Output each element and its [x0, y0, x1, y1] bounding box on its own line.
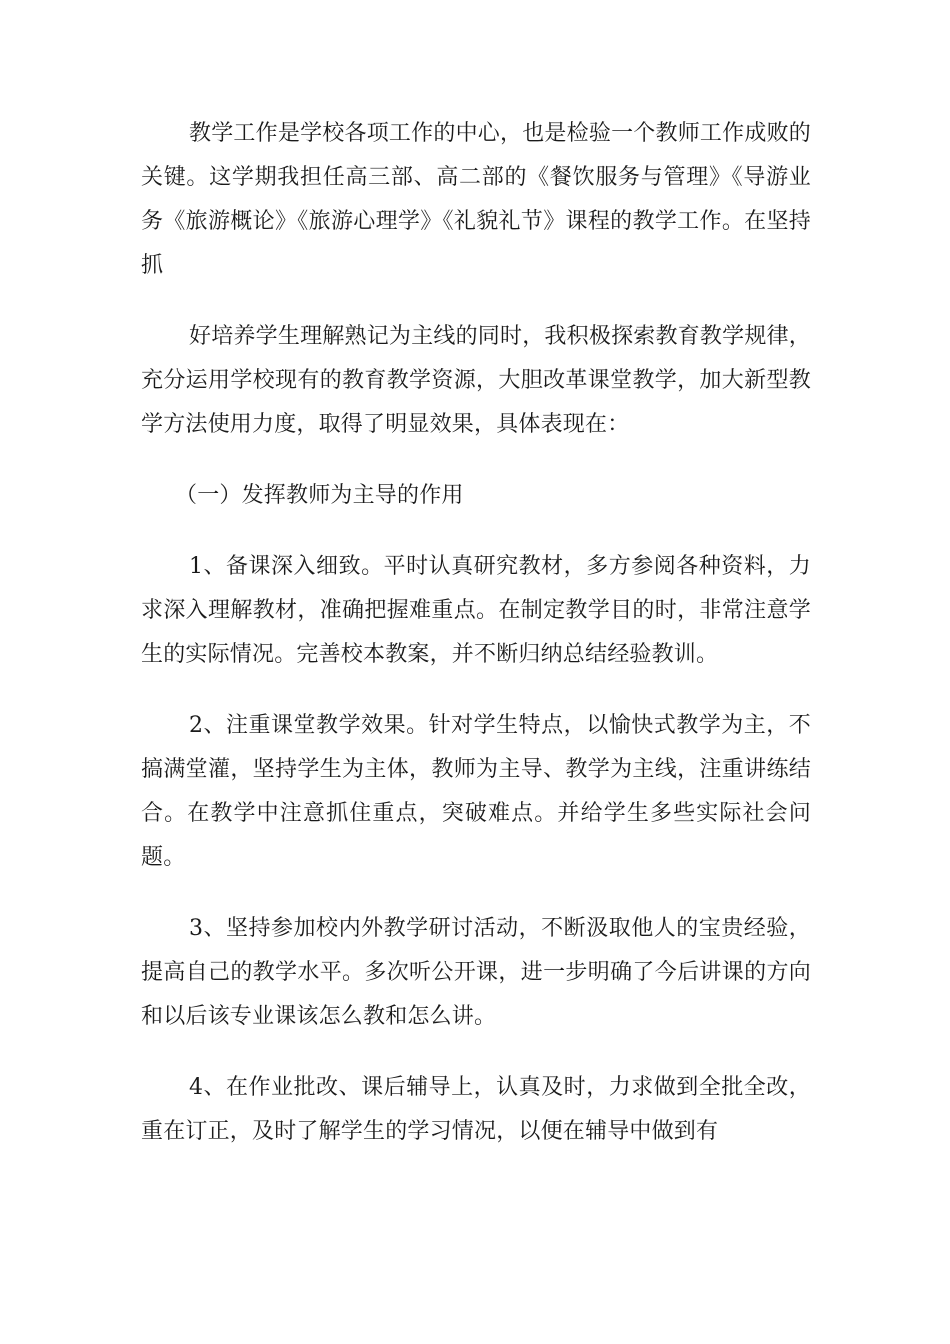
- document-body: [141, 112, 811, 1181]
- paragraph-item-3: 3、坚持参加校内外教学研讨活动，不断汲取他人的宝贵经验，提高自己的教学水平。多次听公开课，进一步明确了今后讲课的方向和以后该专业课该怎么教和怎么讲。: [141, 916, 811, 1029]
- paragraph-item-2: 2、注重课堂教学效果。针对学生特点，以愉快式教学为主，不搞满堂灌，坚持学生为主体，教师为主导、教学为主线，注重讲练结合。在教学中注意抓住重点，突破难点。并给学生多些实际社会问题。: [141, 713, 811, 870]
- paragraph-item-4: 4、在作业批改、课后辅导上，认真及时，力求做到全批全改，重在订正，及时了解学生的学习情况，以便在辅导中做到有: [141, 1075, 811, 1144]
- paragraph-item-1: 1、备课深入细致。平时认真研究教材，多方参阅各种资料，力求深入理解教材，准确把握难重点。在制定教学目的时，非常注意学生的实际情况。完善校本教案，并不断归纳总结经验教训。: [141, 554, 811, 667]
- paragraph-continuation: 好培养学生理解熟记为主线的同时，我积极探索教育教学规律，充分运用学校现有的教育教学资源，大胆改革课堂教学，加大新型教学方法使用力度，取得了明显效果，具体表现在：: [141, 324, 811, 437]
- paragraph-intro: 教学工作是学校各项工作的中心，也是检验一个教师工作成败的关键。这学期我担任高三部、高二部的《餐饮服务与管理》《导游业务《旅游概论》《旅游心理学》《礼貌礼节》课程的教学工作。在坚持抓: [141, 121, 811, 278]
- section-heading: （一）发挥教师为主导的作用: [175, 483, 464, 508]
